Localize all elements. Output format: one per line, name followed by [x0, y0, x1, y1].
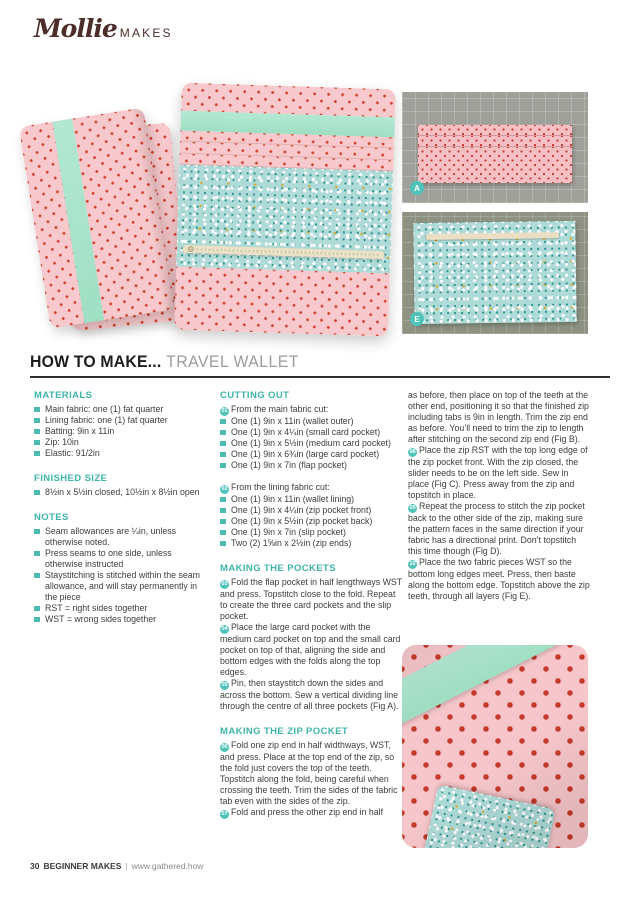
bullet-icon [220, 419, 226, 425]
figure-label-badge: E [410, 312, 424, 326]
step [408, 557, 590, 602]
step-number-badge: 03 [221, 581, 228, 587]
fold-shadow [402, 645, 588, 848]
list-item [34, 570, 206, 603]
list-item-text: One (1) 9in x 6¾in (large card pocket) [231, 449, 380, 459]
zip [425, 232, 559, 240]
list-item [220, 505, 404, 516]
bullet-icon [34, 451, 40, 457]
step-text: From the main fabric cut: [231, 404, 329, 414]
list-item-text: One (1) 9in x 4¼in (zip pocket front) [231, 505, 372, 515]
list-item-text: RST = right sides together [45, 603, 148, 613]
step [408, 501, 590, 557]
list-item [34, 603, 206, 614]
list-item-text: Batting: 9in x 11in [45, 426, 115, 436]
step-number-badge: 10 [409, 561, 416, 567]
zip-pocket-panel [176, 165, 393, 274]
bullet-icon [34, 407, 40, 413]
lining-fabric-cut-list [220, 494, 404, 549]
list-item-text: Elastic: 91/2in [45, 448, 100, 458]
column-instructions-1 [220, 390, 404, 819]
list-item-text: WST = wrong sides together [45, 614, 157, 624]
stacked-pockets-fabric [418, 125, 572, 183]
making-pockets-heading: MAKING THE POCKETS [220, 563, 336, 574]
list-item-text: Main fabric: one (1) fat quarter [45, 404, 164, 414]
notes-heading: NOTES [34, 512, 69, 523]
step-number-badge: 06 [221, 744, 228, 750]
column-instructions-2 [408, 390, 590, 602]
list-item [220, 460, 404, 471]
zip-pocket-fabric [413, 221, 576, 324]
zip [183, 245, 385, 259]
pocket-strip [418, 147, 572, 183]
list-item-text: Press seams to one side, unless otherwise instructed [45, 548, 172, 569]
list-item [220, 427, 404, 438]
list-item-text: 8½in x 5½in closed, 10½in x 8½in open [45, 487, 200, 497]
bullet-icon [34, 551, 40, 557]
step-number-badge: 05 [221, 682, 228, 688]
step-text: Place the large card pocket with the medium card pocket on top and the small card pocket on top of that, aligning the side and bottom edges with the folds along the top edges. [220, 622, 401, 677]
step [408, 445, 590, 501]
step-text: Place the two fabric pieces WST so the bottom long edges meet. Press, then baste along the bottom edge. Topstitch above the zip teeth, through all layers (Fig E). [408, 557, 590, 601]
bullet-icon [34, 490, 40, 496]
elastic-band [52, 115, 105, 328]
list-item [34, 614, 206, 625]
list-item-text: One (1) 9in x 4¼in (small card pocket) [231, 427, 381, 437]
bullet-icon [34, 529, 40, 535]
list-item-text: One (1) 9in x 11in (wallet outer) [231, 416, 354, 426]
bullet-icon [220, 541, 226, 547]
pocket-strip [418, 125, 572, 136]
column-materials [34, 390, 206, 625]
figure-label-badge: A [410, 181, 424, 195]
step [220, 678, 404, 712]
step-text: Place the zip RST with the top long edge of the zip pocket front. With the zip closed, the slider needs to be on the left side. Sew in place (Fig C). Press away from the zip and topstitch in place. [408, 445, 588, 500]
step-text: Fold and press the other zip end in half [231, 807, 384, 817]
step [220, 807, 404, 819]
list-item [34, 437, 206, 448]
heading-divider [30, 376, 610, 378]
list-item [34, 548, 206, 570]
list-item [34, 404, 206, 415]
list-item-text: Seam allowances are ¼in, unless otherwise noted. [45, 526, 177, 547]
step [220, 577, 404, 622]
footer-url: www.gathered.how [131, 861, 204, 871]
materials-heading: MATERIALS [34, 390, 93, 401]
bullet-icon [34, 429, 40, 435]
wallet-bottom-panel [174, 267, 390, 337]
step [220, 482, 404, 494]
step-text: Fold the flap pocket in half lengthways WST and press. Topstitch close to the fold. Repeat to create the three card pockets and the slip pocket. [220, 577, 402, 621]
step-text: Repeat the process to stitch the zip pocket back to the other side of the zip, making sure the pattern faces in the same direction if your fabric has a directional print. Don’t topstitch this time though (Fig D). [408, 501, 585, 556]
list-item [34, 448, 206, 459]
step-number-badge: 02 [221, 486, 228, 492]
finished-size-list [34, 487, 206, 498]
bullet-icon [34, 573, 40, 579]
continuation-text: as before, then place on top of the teeth at the other end, positioning it so that the finished zip including tabs is 9in in length. Trim the zip end as before. You’ll need to trim the zip to length after stitching on the second zip end (Fig B). [408, 390, 589, 444]
bullet-icon [220, 497, 226, 503]
making-zip-pocket-heading: MAKING THE ZIP POCKET [220, 726, 349, 737]
logo-suffix-text: MAKES [119, 26, 173, 40]
list-item [220, 538, 404, 549]
bullet-icon [220, 519, 226, 525]
fabric-closeup-photo [402, 645, 588, 848]
list-item-text: One (1) 9in x 7in (slip pocket) [231, 527, 346, 537]
article-heading [30, 352, 610, 378]
notes-list [34, 526, 206, 625]
list-item [34, 415, 206, 426]
list-item-text: One (1) 9in x 7in (flap pocket) [231, 460, 347, 470]
logo-script-text: Mollie [34, 14, 117, 43]
bullet-icon [34, 617, 40, 623]
footer-separator: | [125, 861, 128, 871]
list-item-text: Staystitching is stitched within the seam allowance, and will stay permanently in the piece [45, 570, 200, 602]
figure-e-photo [402, 212, 588, 334]
bullet-icon [220, 530, 226, 536]
list-item [220, 416, 404, 427]
list-item-text: Zip: 10in [45, 437, 79, 447]
bullet-icon [220, 441, 226, 447]
pocket-strip [418, 136, 572, 147]
list-item [34, 526, 206, 548]
finished-size-heading: FINISHED SIZE [34, 473, 108, 484]
mollie-makes-logo [34, 14, 173, 43]
step-text: Fold one zip end in half widthways, WST, and press. Place at the top end of the zip, so the fold just covers the top of the teeth. Topstitch along the fold, being careful when crossing the teeth. Trim the sides of the fabric tab even with the sides of the zip. [220, 740, 398, 806]
bullet-icon [34, 606, 40, 612]
list-item [34, 487, 206, 498]
list-item [220, 438, 404, 449]
step-text: Pin, then staystitch down the sides and across the bottom. Sew a vertical dividing line through the centre of all three pockets (Fig A). [220, 678, 399, 711]
list-item-text: Two (2) 1⅝in x 2½in (zip ends) [231, 538, 352, 548]
heading-light-text: TRAVEL WALLET [166, 352, 299, 371]
bullet-icon [220, 430, 226, 436]
bullet-icon [220, 463, 226, 469]
list-item [220, 516, 404, 527]
step-number-badge: 08 [409, 449, 416, 455]
list-item [220, 449, 404, 460]
list-item-text: One (1) 9in x 11in (wallet lining) [231, 494, 355, 504]
step-text: From the lining fabric cut: [231, 482, 330, 492]
footer-section-title: BEGINNER MAKES [43, 861, 122, 871]
step-number-badge: 01 [221, 408, 228, 414]
heading-bold-text: HOW TO MAKE... [30, 352, 162, 371]
page-footer [30, 861, 203, 871]
bullet-icon [34, 440, 40, 446]
open-wallet-photo [174, 83, 396, 337]
zip-pull-icon [188, 246, 194, 252]
step-number-badge: 09 [409, 505, 416, 511]
bullet-icon [34, 418, 40, 424]
list-item-text: One (1) 9in x 5½in (medium card pocket) [231, 438, 391, 448]
materials-list [34, 404, 206, 459]
step [220, 622, 404, 678]
cutting-out-heading: CUTTING OUT [220, 390, 290, 401]
step [220, 404, 404, 416]
list-item-text: Lining fabric: one (1) fat quarter [45, 415, 168, 425]
step-number-badge: 04 [221, 626, 228, 632]
page-number: 30 [30, 861, 40, 871]
list-item [220, 494, 404, 505]
figure-a-photo [402, 92, 588, 203]
step [220, 740, 404, 807]
step-number-badge: 07 [221, 811, 228, 817]
bullet-icon [220, 452, 226, 458]
list-item [34, 426, 206, 437]
bullet-icon [220, 508, 226, 514]
main-fabric-cut-list [220, 416, 404, 471]
list-item-text: One (1) 9in x 5½in (zip pocket back) [231, 516, 373, 526]
zip-teeth [197, 248, 381, 256]
list-item [220, 527, 404, 538]
